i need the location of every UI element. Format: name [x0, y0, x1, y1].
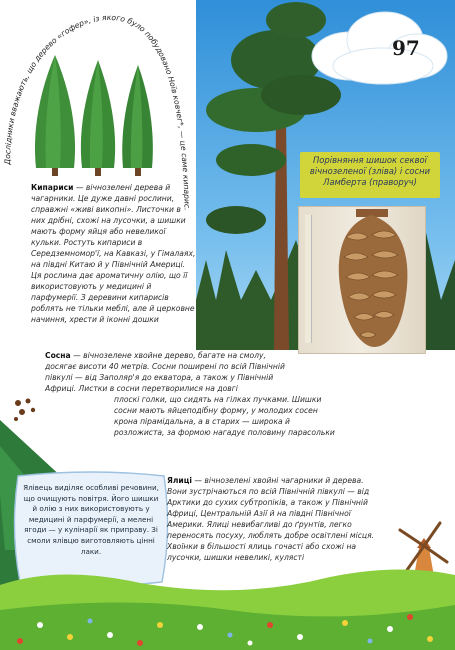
fir-paragraph: [167, 475, 377, 563]
arc-text: Дослідники вважають, що дерево «гофер», із якого було побудовано Ноїв ковчег*, — це саме кипарис.: [2, 12, 192, 211]
fir-text: — вічнозелені хвойні чагарники й дерева. Вони зустрічаються по всій Північній півкулі — від Арктики до сухих субтропіків, а також у Північній Африці, Центральній Азії й на півдні Північної Америки. Ялиці невибагливі до ґрунтів, легко переносять посуху, люблять добре освітлені місця. Хвоїнки в більшості ялиць гочасті або схожі на лусочки, шишки невеликі, кулясті: [167, 476, 375, 562]
pine-text: — вічнозелене хвойне дерево, багате на смолу, досягає висоти 40 метрів. Сосни поширені по всій Північній півкулі — від Заполяр'я до екватора, а також у Північній Африці. Листки в сосни перетворилися на довгі: [45, 351, 285, 393]
cypress-term: Кипариси: [31, 183, 74, 192]
svg-text:Дослідники вважають, що дерево: [3, 13, 192, 211]
pine-paragraph-continued: плоскі голки, що сидять на гілках пучками. Шишки сосни мають яйцеподібну форму, у молодих сосен крона пірамідальна, а в старих — широка й розложиста, за формою нагадує половину парасольки: [114, 395, 335, 437]
cloud-shape: [305, 8, 450, 86]
measuring-ruler: [305, 215, 312, 343]
cypress-paragraph: [31, 182, 196, 325]
fir-term: Ялиці: [167, 476, 192, 485]
page-number: 97: [392, 36, 420, 60]
pine-cone-image: [326, 207, 416, 349]
pine-term: Сосна: [45, 351, 71, 360]
pine-paragraph: [45, 350, 293, 394]
cypress-text: — вічнозелені дерева й чагарники. Це дуже давні рослини, справжні «живі викопні». Листочки в них дрібні, схожі на лусочки, а шишки мають форму яйця або невеликої кульки. Ростуть кипариси в Середземномор'ї, на Кавказі, у Гімалаях, на півдні Китаю й у Північній Америці. Ця рослина дає ароматичну олію, що її використовують у медицині й парфумерії. З деревини кипарисів роблять не тільки меблі, але й церковне начиння, хрести й іконні дошки: [31, 183, 196, 324]
meadow-flowers-image: [0, 555, 455, 650]
cone-comparison-caption: Порівняння шишок секвої вічнозеленої (зліва) і сосни Ламберта (праворуч): [300, 152, 440, 198]
seeds-image: [12, 395, 40, 423]
juniper-note-text: Ялівець виділяє особливі речовини, що очищують повітря. Його шишки й олію з них використовують у медицині й парфумерії, а мелені ягоди — у кулінарії як приправу. Зі смоли ялівцю виготовляють цінні лаки.: [23, 483, 159, 556]
